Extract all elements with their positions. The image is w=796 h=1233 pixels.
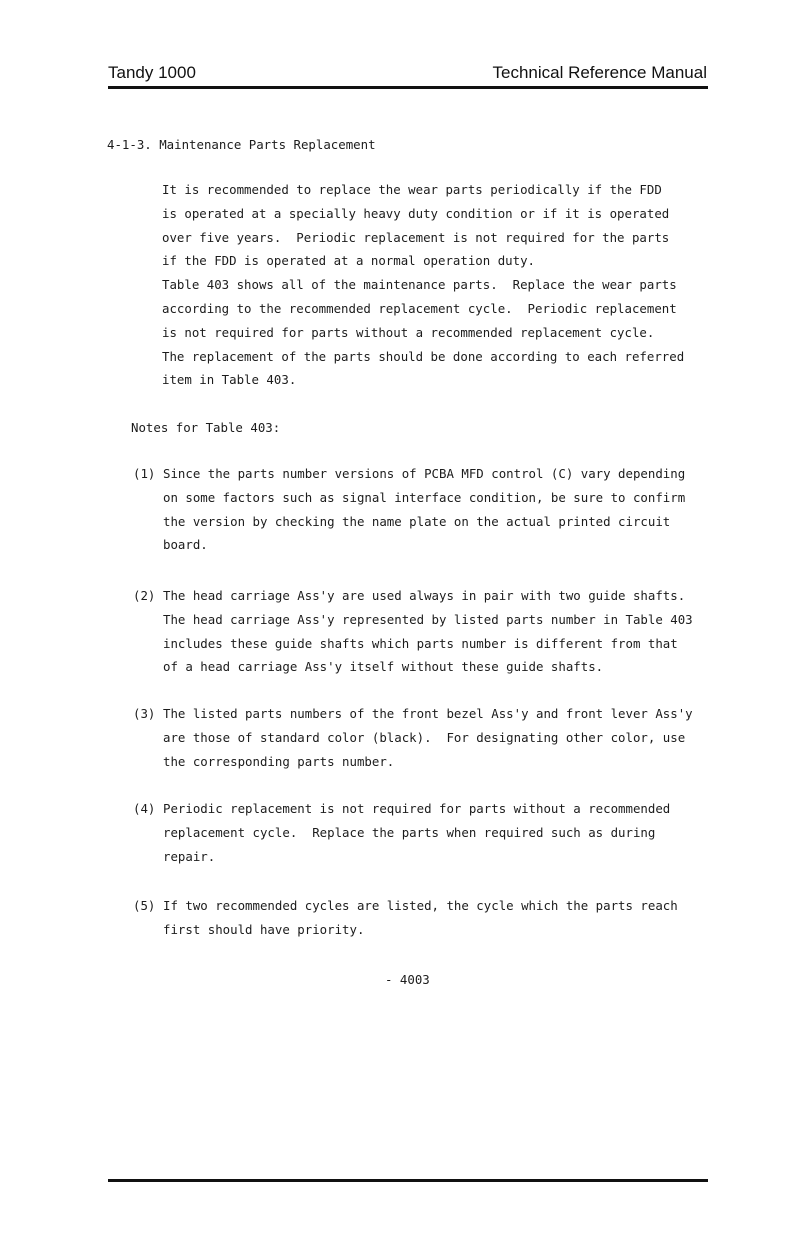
note-line: includes these guide shafts which parts number is different from that	[163, 635, 678, 651]
intro-paragraph	[162, 182, 684, 396]
note-number: (4)	[133, 801, 156, 816]
note-line: replacement cycle. Replace the parts when required such as during	[163, 824, 656, 840]
note-line: The listed parts numbers of the front bezel Ass'y and front lever Ass'y	[163, 706, 693, 721]
header-title-left: Tandy 1000	[108, 63, 196, 82]
header-rule	[108, 86, 708, 89]
page-number: - 4003	[385, 972, 430, 987]
note-line: repair.	[163, 848, 216, 864]
note-line: If two recommended cycles are listed, the cycle which the parts reach	[163, 898, 678, 913]
note-number: (3)	[133, 706, 156, 721]
intro-line: It is recommended to replace the wear parts periodically if the FDD	[162, 182, 662, 197]
footer-rule	[108, 1179, 708, 1182]
intro-line: according to the recommended replacement cycle. Periodic replacement	[162, 300, 677, 316]
note-line: are those of standard color (black). For designating other color, use	[163, 729, 686, 745]
note-line: The head carriage Ass'y are used always in pair with two guide shafts.	[163, 588, 686, 603]
intro-line: is operated at a specially heavy duty condition or if it is operated	[162, 205, 670, 221]
note-line: board.	[163, 537, 208, 553]
note-line: the corresponding parts number.	[163, 753, 395, 769]
notes-title: Notes for Table 403:	[131, 420, 281, 435]
note-line: The head carriage Ass'y represented by listed parts number in Table 403	[163, 611, 693, 627]
note-number: (2)	[133, 588, 156, 603]
intro-line: item in Table 403.	[162, 372, 297, 388]
header-title-right: Technical Reference Manual	[492, 63, 707, 82]
note-line: Since the parts number versions of PCBA MFD control (C) vary depending	[163, 466, 686, 481]
intro-line: if the FDD is operated at a normal operation duty.	[162, 253, 535, 269]
note-line: of a head carriage Ass'y itself without these guide shafts.	[163, 659, 604, 675]
note-line: first should have priority.	[163, 921, 365, 937]
note-line: on some factors such as signal interface condition, be sure to confirm	[163, 489, 686, 505]
note-number: (5)	[133, 898, 156, 913]
note-line: Periodic replacement is not required for parts without a recommended	[163, 801, 671, 816]
intro-line: is not required for parts without a recommended replacement cycle.	[162, 324, 655, 340]
section-title: 4-1-3. Maintenance Parts Replacement	[107, 137, 376, 152]
note-line: the version by checking the name plate on the actual printed circuit	[163, 513, 671, 529]
intro-line: over five years. Periodic replacement is not required for the parts	[162, 229, 670, 245]
intro-line: Table 403 shows all of the maintenance parts. Replace the wear parts	[162, 277, 677, 293]
intro-line: The replacement of the parts should be done according to each referred	[162, 348, 685, 364]
note-number: (1)	[133, 466, 156, 481]
